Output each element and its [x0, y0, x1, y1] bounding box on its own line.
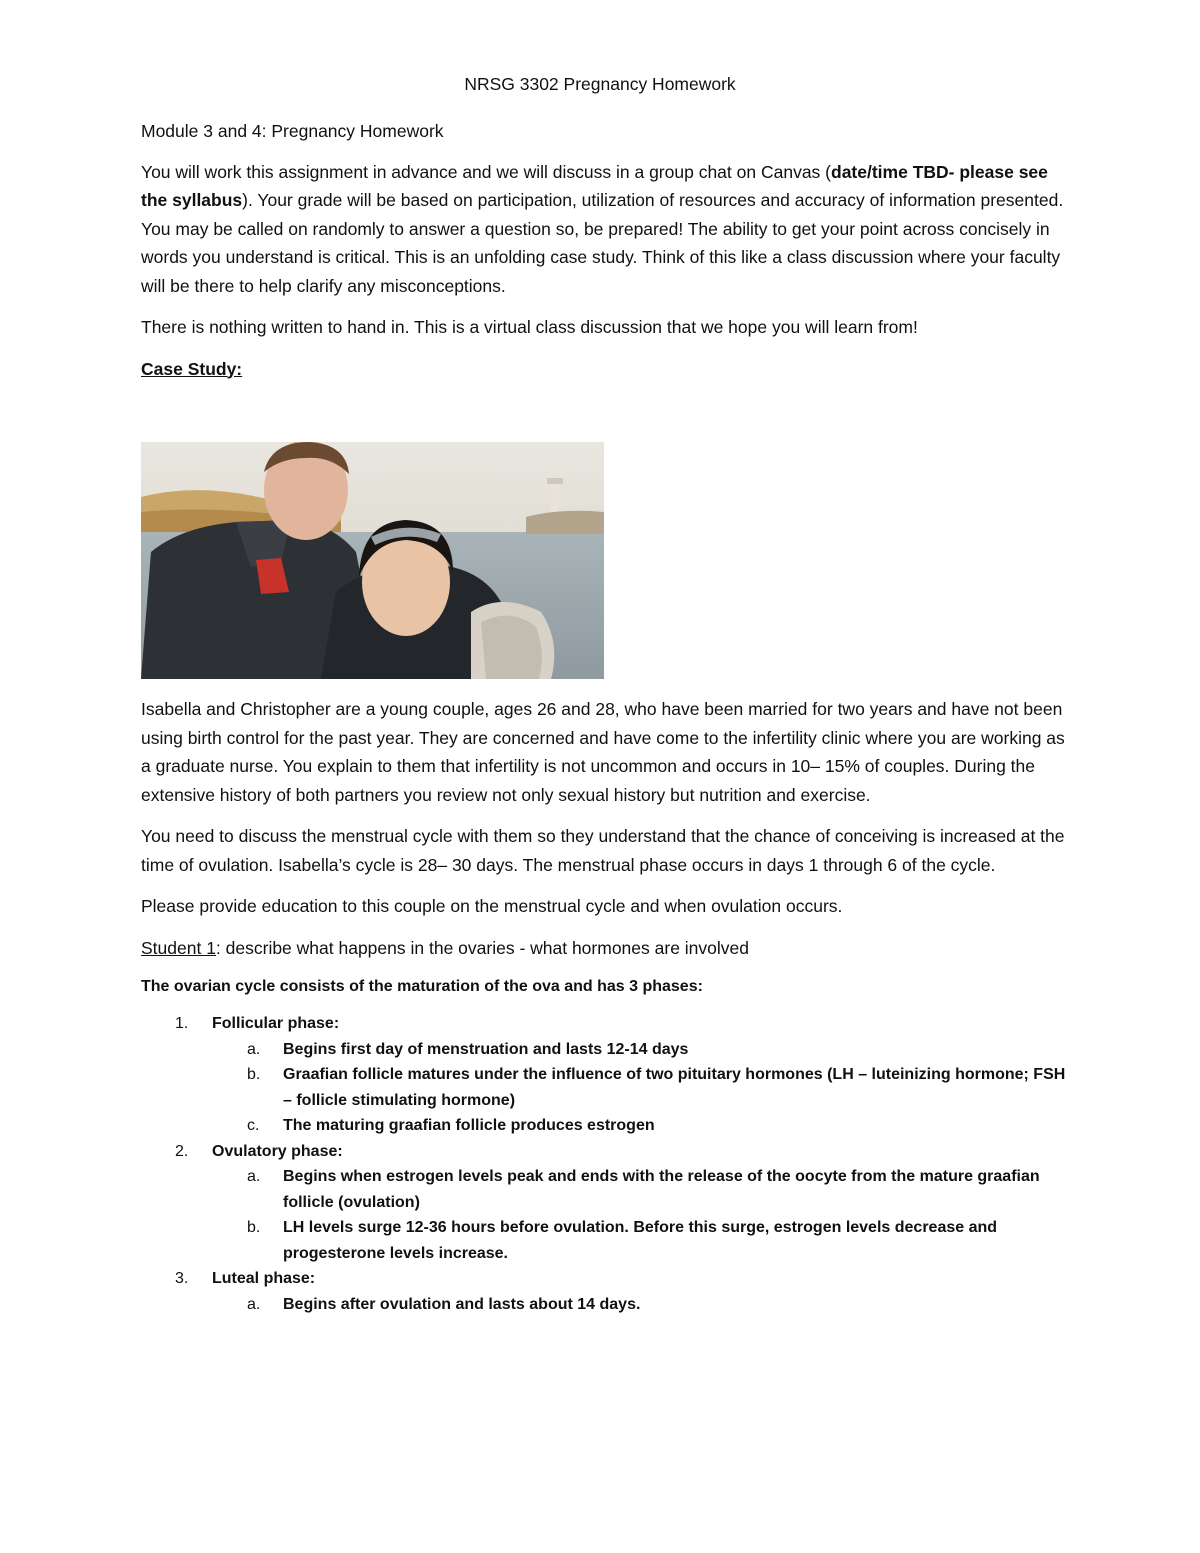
phase-item [141, 1139, 1066, 1267]
subitem-letter: a. [247, 1168, 261, 1185]
intro-bold-date: date/time TBD- please see the syllabus [141, 161, 1048, 210]
module-title: Module 3 and 4: Pregnancy Homework [141, 121, 444, 141]
case-paragraph-3: Please provide education to this couple on the menstrual cycle and when ovulation occurs. [141, 896, 843, 916]
couple-photo-illustration [141, 442, 604, 679]
student-1-prompt [141, 934, 1066, 963]
phase-sublist [212, 1164, 1066, 1266]
subitem-text: LH levels surge 12-36 hours before ovulation. Before this surge, estrogen levels decrease and progesterone levels increase. [283, 1219, 998, 1262]
intro-text-1: You will work this assignment in advance and we will discuss in a group chat on Canvas ( [141, 161, 831, 182]
phase-number: 3. [175, 1270, 189, 1287]
subitem-letter: a. [247, 1040, 261, 1058]
case-paragraph-1: Isabella and Christopher are a young couple, ages 26 and 28, who have been married for two years and have not been using birth control for the past year. They are concerned and have come to the infertility clinic where you are working as a graduate nurse. You explain to them that infertility is not uncommon and occurs in 10– 15% of couples. During the extensive history of both partners you review not only sexual history but nutrition and exercise. [141, 699, 1065, 805]
intro-text-2: ). Your grade will be based on participation, utilization of resources and accuracy of information presented. You may be called on randomly to answer a question so, be prepared! The ability to get your point across concisely in words you understand is critical. This is an unfolding case study. Think of this like a class discussion where your faculty will be there to help clarify any misconceptions. [141, 190, 1064, 296]
ovarian-phases-list [141, 1011, 1066, 1317]
subitem-text: Graafian follicle matures under the influence of two pituitary hormones (LH – luteinizing hormone; FSH – follicle stimulating hormone) [283, 1066, 1066, 1109]
phase-subitem [212, 1062, 1066, 1113]
phase-item [141, 1266, 1066, 1317]
nothing-written-paragraph: There is nothing written to hand in. This is a virtual class discussion that we hope you will learn from! [141, 317, 918, 337]
couple-photo [141, 442, 604, 679]
subitem-text: Begins after ovulation and lasts about 14 days. [283, 1295, 641, 1313]
phase-subitem [212, 1215, 1066, 1266]
subitem-letter: a. [247, 1295, 261, 1313]
document-body [141, 117, 1066, 1317]
case-paragraph-2: You need to discuss the menstrual cycle with them so they understand that the chance of conceiving is increased at the time of ovulation. Isabella’s cycle is 28– 30 days. The menstrual phase occurs in days 1 through 6 of the cycle. [141, 826, 1065, 875]
subitem-letter: b. [247, 1066, 261, 1083]
ovarian-cycle-intro: The ovarian cycle consists of the maturation of the ova and has 3 phases: [141, 978, 703, 995]
intro-paragraph [141, 158, 1066, 301]
subitem-text: Begins first day of menstruation and lasts 12-14 days [283, 1040, 689, 1058]
phase-subitem [212, 1292, 1066, 1318]
phase-subitem [212, 1037, 1066, 1063]
phase-number: 2. [175, 1142, 189, 1160]
case-study-heading: Case Study: [141, 358, 243, 379]
phase-subitem [212, 1164, 1066, 1215]
phase-item [141, 1011, 1066, 1139]
subitem-text: Begins when estrogen levels peak and ends with the release of the oocyte from the mature graafian follicle (ovulation) [283, 1168, 1040, 1211]
student-1-label: Student 1 [141, 937, 216, 958]
subitem-letter: c. [247, 1117, 260, 1134]
phase-number: 1. [175, 1015, 189, 1032]
phase-sublist [212, 1292, 1066, 1318]
phase-sublist [212, 1037, 1066, 1139]
phase-title: Follicular phase: [212, 1015, 340, 1032]
phase-title: Ovulatory phase: [212, 1142, 343, 1160]
subitem-letter: b. [247, 1219, 261, 1236]
subitem-text: The maturing graafian follicle produces estrogen [283, 1117, 655, 1134]
phase-subitem [212, 1113, 1066, 1139]
page-header-title: NRSG 3302 Pregnancy Homework [464, 74, 736, 94]
student-1-text: : describe what happens in the ovaries - what hormones are involved [215, 937, 749, 958]
phase-title: Luteal phase: [212, 1270, 316, 1287]
